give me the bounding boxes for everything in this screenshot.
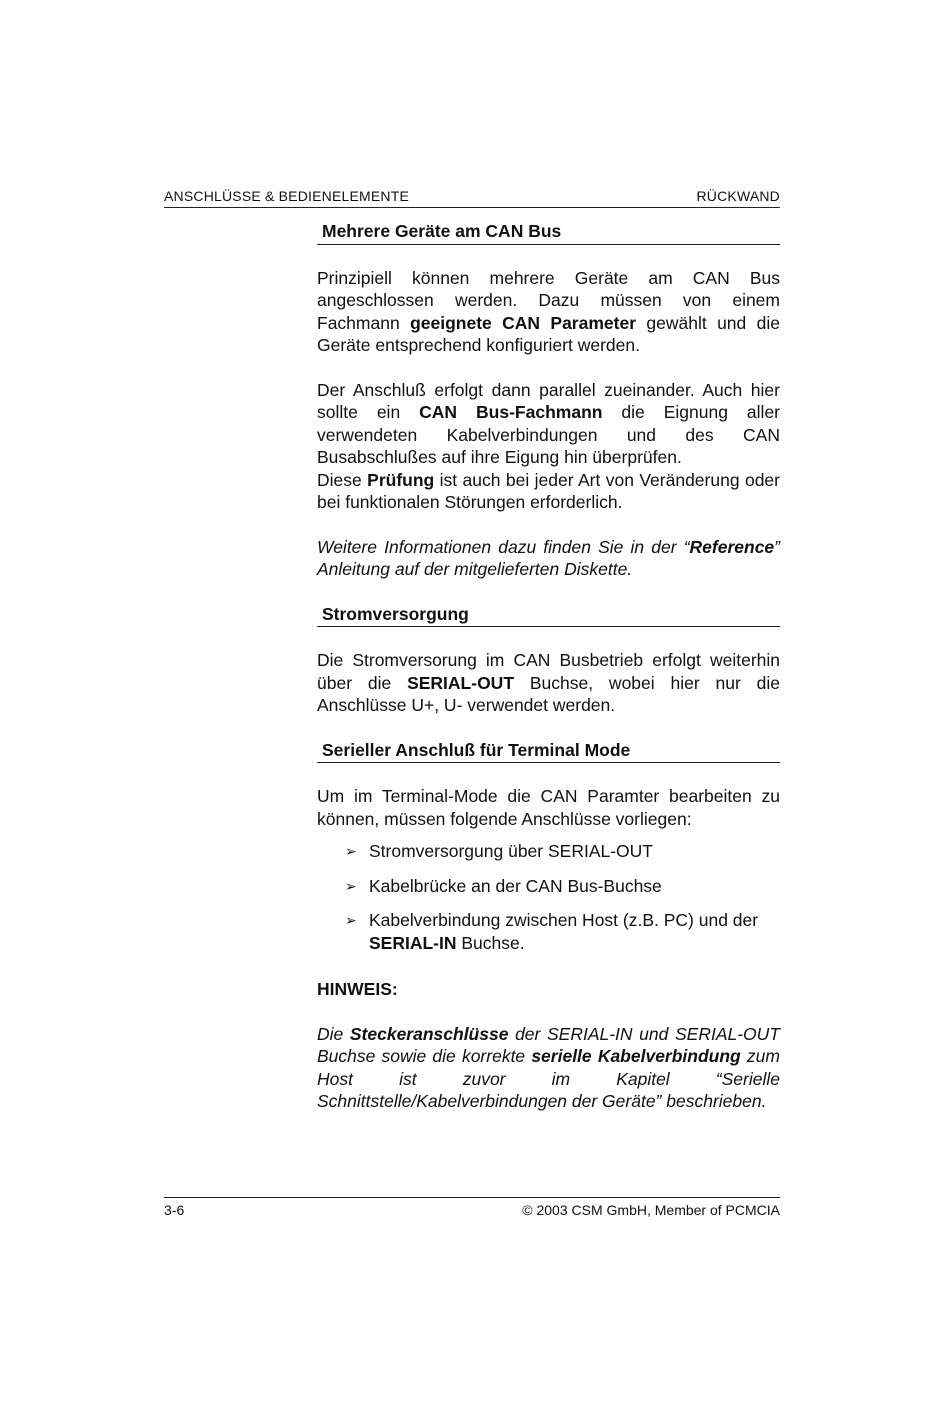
text: die Eignung aller verwendeten Kabelverbindungen und des CAN Busabschlußes auf ihre Eigung hin überprüfen. bbox=[317, 402, 781, 467]
text: Kabelbrücke an der CAN Bus-Buchse bbox=[369, 875, 662, 896]
text: Die Stromversorung im CAN Busbetrieb erfolgt weiterhin über die bbox=[317, 650, 780, 693]
bold-text: CAN Bus-Fachmann bbox=[419, 402, 603, 422]
text: Stromversorgung über SERIAL-OUT bbox=[369, 841, 653, 861]
section-title-power: Stromversorgung bbox=[317, 603, 780, 628]
paragraph-can-intro bbox=[317, 267, 780, 357]
note-paragraph bbox=[317, 1023, 780, 1113]
header-chapter: ANSCHLÜSSE & BEDIENELEMENTE bbox=[164, 188, 410, 204]
list-item bbox=[317, 840, 780, 863]
bold-text: geeignete CAN Parameter bbox=[410, 312, 637, 333]
text: Die bbox=[317, 1023, 350, 1044]
page-footer bbox=[164, 1197, 780, 1218]
arrow-bullet-icon: ➢ bbox=[345, 877, 357, 894]
header-section: RÜCKWAND bbox=[696, 188, 780, 204]
bold-text: SERIAL-IN bbox=[369, 932, 457, 953]
page-content bbox=[317, 220, 780, 1113]
text: Buchse. bbox=[456, 932, 525, 953]
text: Der Anschluß erfolgt dann parallel zueinander. Auch hier sollte ein bbox=[317, 379, 780, 422]
paragraph-power bbox=[317, 649, 780, 717]
terminal-requirements-list bbox=[317, 840, 780, 954]
section-title-terminal: Serieller Anschluß für Terminal Mode bbox=[317, 739, 780, 764]
text: Buchse, wobei hier nur die Anschlüsse U+, U- verwendet werden. bbox=[317, 672, 780, 715]
text: ist auch bei jeder Art von Veränderung oder bei funktionalen Störungen erforderlich. bbox=[317, 469, 780, 512]
text: der SERIAL-IN und SERIAL-OUT Buchse sowie die korrekte bbox=[317, 1023, 780, 1066]
paragraph-reference bbox=[317, 536, 780, 581]
page-header bbox=[164, 186, 780, 208]
section-title-can-bus: Mehrere Geräte am CAN Bus bbox=[317, 220, 780, 245]
text: Weitere Informationen dazu finden Sie in der “ bbox=[317, 536, 690, 557]
copyright: © 2003 CSM GmbH, Member of PCMCIA bbox=[522, 1202, 780, 1218]
bold-text: Steckeranschlüsse bbox=[349, 1023, 509, 1044]
text: zum Host ist zuvor im Kapitel “Serielle Schnittstelle/Kabelverbindungen der Geräte” beschrieben. bbox=[317, 1046, 780, 1111]
bold-text: serielle Kabelverbindung bbox=[531, 1046, 741, 1066]
bold-text: Reference bbox=[689, 536, 775, 557]
paragraph-can-parallel bbox=[317, 379, 780, 469]
list-item bbox=[317, 909, 780, 954]
list-item bbox=[317, 875, 780, 898]
bold-text: Prüfung bbox=[367, 469, 435, 490]
text: Kabelverbindung zwischen Host (z.B. PC) und der bbox=[369, 910, 759, 930]
text: Diese bbox=[317, 469, 368, 490]
arrow-bullet-icon: ➢ bbox=[345, 912, 357, 928]
bold-text: SERIAL-OUT bbox=[407, 672, 515, 693]
paragraph-terminal-intro: Um im Terminal-Mode die CAN Paramter bearbeiten zu können, müssen folgende Anschlüsse vorliegen: bbox=[317, 786, 780, 829]
arrow-bullet-icon: ➢ bbox=[345, 843, 357, 859]
paragraph-can-check bbox=[317, 469, 780, 514]
text: Prinzipiell können mehrere Geräte am CAN Bus angeschlossen werden. Dazu müssen von einem Fachmann bbox=[317, 267, 780, 333]
text: ” Anleitung auf der mitgelieferten Diskette. bbox=[317, 536, 780, 579]
page-number: 3-6 bbox=[164, 1202, 185, 1218]
text: gewählt und die Geräte entsprechend konfiguriert werden. bbox=[317, 312, 780, 355]
note-heading: HINWEIS: bbox=[317, 979, 398, 999]
